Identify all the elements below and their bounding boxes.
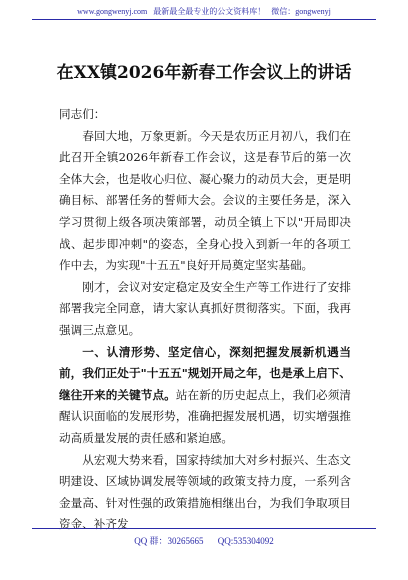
header-site-url[interactable]: www.gongwenyj.com bbox=[77, 7, 148, 16]
section-one-text: 站在新的历史起点上，我们必须清醒认识面临的发展形势，准确把握发展机遇，切实增强推动高质量发展的责任感和紧迫感。 bbox=[59, 387, 351, 445]
footer-qq-group: QQ 群：30265665 bbox=[134, 536, 204, 546]
paragraph-macro-trend: 从宏观大势来看，国家持续加大对乡村振兴、生态文明建设、区域协调发展等领域的政策支持力度，一系列含金量高、针对性强的政策措施相继出台，为我们争取项目资金、补齐发 bbox=[59, 452, 351, 532]
document-body bbox=[59, 104, 351, 536]
paragraph-section-one bbox=[59, 342, 351, 450]
header-wechat: 微信：gongwenyj bbox=[271, 7, 331, 16]
header-divider bbox=[32, 19, 376, 20]
paragraph-meeting-note: 刚才，会议对安定稳定及安全生产等工作进行了安排部署我完全同意，请大家认真抓好贯彻落实。下面，我再强调三点意见。 bbox=[59, 279, 351, 337]
section-one-heading: 一、认清形势、坚定信心，深刻把握发展新机遇当前，我们正处于"十五五"规划开局之年，也是承上启下、继往开来的关键节点。 bbox=[59, 344, 351, 402]
header-tagline: 最新最全最专业的公文资料库！ bbox=[153, 7, 266, 16]
footer-qq: QQ:535304092 bbox=[217, 536, 274, 546]
page-header bbox=[0, 6, 408, 17]
salutation: 同志们： bbox=[59, 107, 106, 121]
page-footer bbox=[0, 535, 408, 547]
footer-divider bbox=[32, 528, 376, 529]
document-title: 在XX镇2026年新春工作会议上的讲话 bbox=[56, 63, 352, 83]
paragraph-opening: 春回大地，万象更新。今天是农历正月初八，我们在此召开全镇2026年新春工作会议，这是春节后的第一次全体大会，也是收心归位、凝心聚力的动员大会，更是明确目标、部署任务的誓师大会。会议的主要任务是，深入学习贯彻上级各项决策部署，动员全镇上下以"开局即决战、起步即冲刺"的姿态，全身心投入到新一年的各项工作中去，为实现"十五五"良好开局奠定坚实基础。 bbox=[59, 128, 351, 273]
